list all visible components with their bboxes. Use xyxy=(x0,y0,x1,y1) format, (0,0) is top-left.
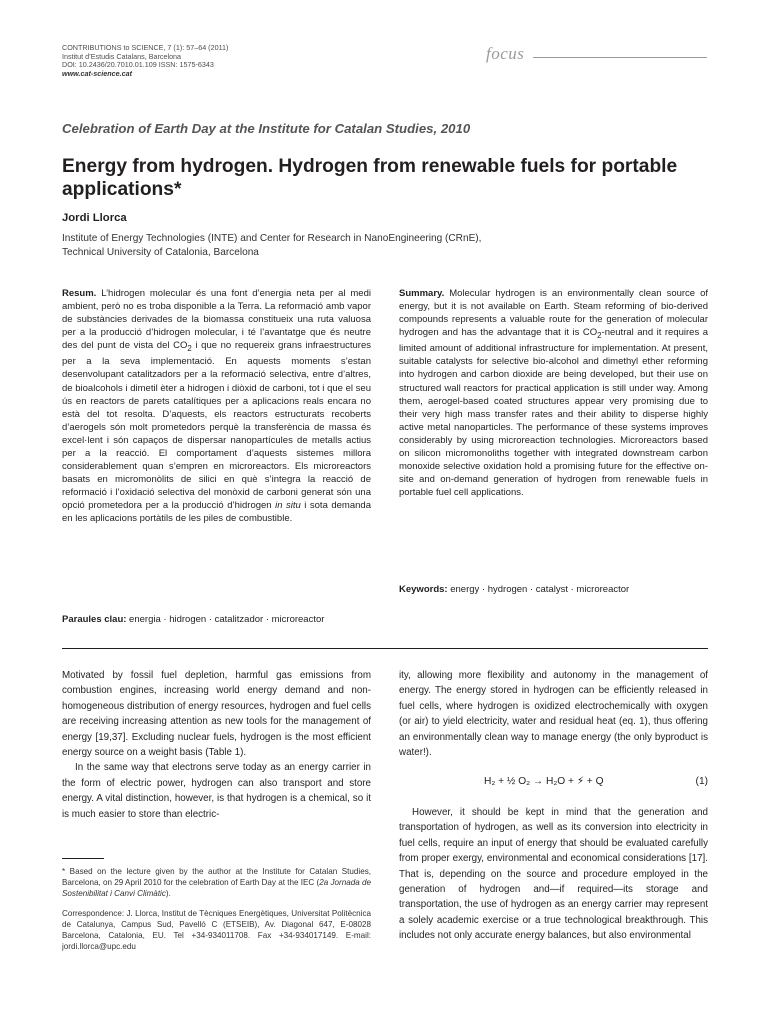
body-paragraph: However, it should be kept in mind that the generation and transportation of hydrogen, as well as its conversion into electricity in fuel cells, require an input of energy that should be evaluated carefully from proper exergy, environmental and economical considerations [17]. That is, depending on the source and procedure employed in the generation of hydrogen and—if required—its storage and transportation, the use of hydrogen as an energy carrier may represent a solely academic exercise or a true technological breakthrough. This includes not only accurate energy balances, but also environmental xyxy=(399,807,708,942)
keywords-list: energia · hidrogen · catalitzador · microreactor xyxy=(126,614,325,625)
footnote-italic: 2a Jornada de Sostenibilitat i Canvi Climàtic xyxy=(62,877,371,898)
journal-publisher: Institut d’Estudis Catalans, Barcelona xyxy=(62,51,182,61)
abstract-text: Molecular hydrogen is an environmentally clean source of energy, but it is not available on Earth. Steam reforming of bio-derived compounds represents a valuable route for the generation of molecular hydrogen and has the advantage that it is CO xyxy=(399,288,708,339)
keywords-label: Paraules clau: xyxy=(62,614,127,625)
body-column-right-continued xyxy=(399,805,708,944)
section-label: focus xyxy=(486,44,525,63)
footnote-text: ). xyxy=(165,888,171,898)
subscript: 2 xyxy=(597,331,602,341)
abstract-text: i sota demanda en les aplicacions portàtils de les piles de combustible. xyxy=(62,500,371,525)
keywords-catalan xyxy=(62,613,324,626)
body-paragraph: Motivated by fossil fuel depletion, harmful gas emissions from combustion engines, increasing world energy demand and non-homogeneous distribution of energy resources, hydrogen and fuel cells are receiving increasing attention as new tools for the management of energy [19,37]. Excluding nuclear fuels, hydrogen is the most efficient energy source on a weight basis (Table 1). xyxy=(62,670,371,759)
footnote-lecture xyxy=(62,867,371,900)
abstract-text: i que no requereix grans infraestructures per a la seva implementació. En aquests moments s’estan desenvolupant catalitzadors per a la reformació selectiva, entre d’altres, de bioalcohols i dimetil èter a hidrogen i diòxid de carboni, tot i que el seu ús en reactors de parets catalítiques per a aplicacions reals encara no està del tot resolta. D’aquests, els reactors estructurats recoberts d’aerogels són molt prometedors perquè la transferència de massa és excel·lent i són capaços de dispersar nanopartícules de metalls actius per a la reacció. El comportament d’aquests sistemes millora considerablement quan s’empren en microreactors. Els microreactors basats en micromonòlits de silici en què s’integra la reacció de reformació i l’oxidació selectiva del monòxid de carboni generat són una opció prometedora per a la producció d’hidrogen xyxy=(62,340,371,512)
body-paragraph: ity, allowing more flexibility and autonomy in the management of energy. The energy stored in hydrogen can be efficiently released in fuel cells, where hydrogen is oxidized electrochemically with oxygen (or air) to yield electricity, water and residual heat (eq. 1), thus offering an environmentally clean way to manage energy (the only byproduct is water!). xyxy=(399,670,708,759)
journal-website-link[interactable]: www.cat-science.cat xyxy=(62,68,133,78)
keywords-label: Keywords: xyxy=(399,584,448,595)
abstract-catalan xyxy=(62,287,371,526)
journal-header xyxy=(62,44,382,78)
keywords-list: energy · hydrogen · catalyst · microreactor xyxy=(447,584,630,595)
abstract-lead: Resum. xyxy=(62,288,97,299)
section-divider xyxy=(62,648,708,649)
equation-formula: H₂ + ½ O₂ → H₂O + ⚡ + Q xyxy=(484,776,604,787)
section-rule xyxy=(533,57,707,58)
body-paragraph: In the same way that electrons serve today as an energy carrier in the form of electric power, hydrogen can also transport and store energy. A vital distinction, however, is that hydrogen is a chemical, so it is much easier to store than electric- xyxy=(62,762,371,820)
abstract-text: -neutral and it requires a limited amount of additional infrastructure for implementation. At present, suitable catalysts for selective bio-alcohol and dimethyl ether reforming into hydrogen and carbon dioxide are being developed, but their use on structured wall reactors for practical application is still under way. Among them, aerogel-based coated structures appear very promising due to their very high mass transfer rates and their ability to disperse highly active metal nanoparticles. The performance of these systems improves considerably by using microreaction technologies. Microreactors based on silicon micromonoliths together with integrated downstream carbon monoxide selective oxidation hold a promising future for the effective on-site and on-demand generation of hydrogen from renewable fuels in portable fuel cell applications. xyxy=(399,327,708,499)
subscript: 2 xyxy=(187,344,192,354)
body-column-right xyxy=(399,668,708,760)
footnote-text: * Based on the lecture given by the author at the Institute for Catalan Studies, Barcelona, on 29 April 2010 for the celebration of Earth Day at the IEC ( xyxy=(62,867,371,887)
affiliation-line: Technical University of Catalonia, Barcelona xyxy=(62,246,259,258)
equation-1 xyxy=(399,776,708,792)
footnote-rule xyxy=(62,858,104,859)
article-title: Energy from hydrogen. Hydrogen from renewable fuels for portable applications* xyxy=(62,156,678,200)
equation-number: (1) xyxy=(695,776,708,787)
footnote-correspondence: Correspondence: J. Llorca, Institut de Tècniques Energètiques, Universitat Politècnica de Catalunya, Campus Sud, Pavelló C (ETSEIB), Av. Diagonal 647, E-08028 Barcelona, Catalonia, EU. Tel +34-934011708. Fax +34-934017149. E-mail: jordi.llorca@upc.edu xyxy=(62,909,371,951)
body-column-left xyxy=(62,668,371,822)
journal-doi: DOI: 10.2436/20.7010.01.109 ISSN: 1575-6343 xyxy=(62,60,214,70)
keywords-english xyxy=(399,583,629,596)
series-heading: Celebration of Earth Day at the Institute for Catalan Studies, 2010 xyxy=(62,121,471,136)
abstract-english xyxy=(399,287,708,499)
abstract-italic: in situ xyxy=(275,500,301,512)
abstract-lead: Summary. xyxy=(399,288,445,299)
author-affiliation xyxy=(62,232,702,260)
author-name: Jordi Llorca xyxy=(62,212,127,224)
abstract-text: L’hidrogen molecular és una font d’energia neta per al medi ambient, però no es troba disponible a la Terra. La reformació amb vapor de substàncies derivades de la biomassa constitueix una ruta valuosa per a la producció d’hidrogen molecular, i té l’avantatge que és neutre des del punt de vista del CO xyxy=(62,288,371,352)
journal-citation: CONTRIBUTIONS to SCIENCE, 7 (1): 57–64 (2011) xyxy=(62,43,229,52)
affiliation-line: Institute of Energy Technologies (INTE) and Center for Research in NanoEngineering (CRnE), xyxy=(62,233,482,244)
